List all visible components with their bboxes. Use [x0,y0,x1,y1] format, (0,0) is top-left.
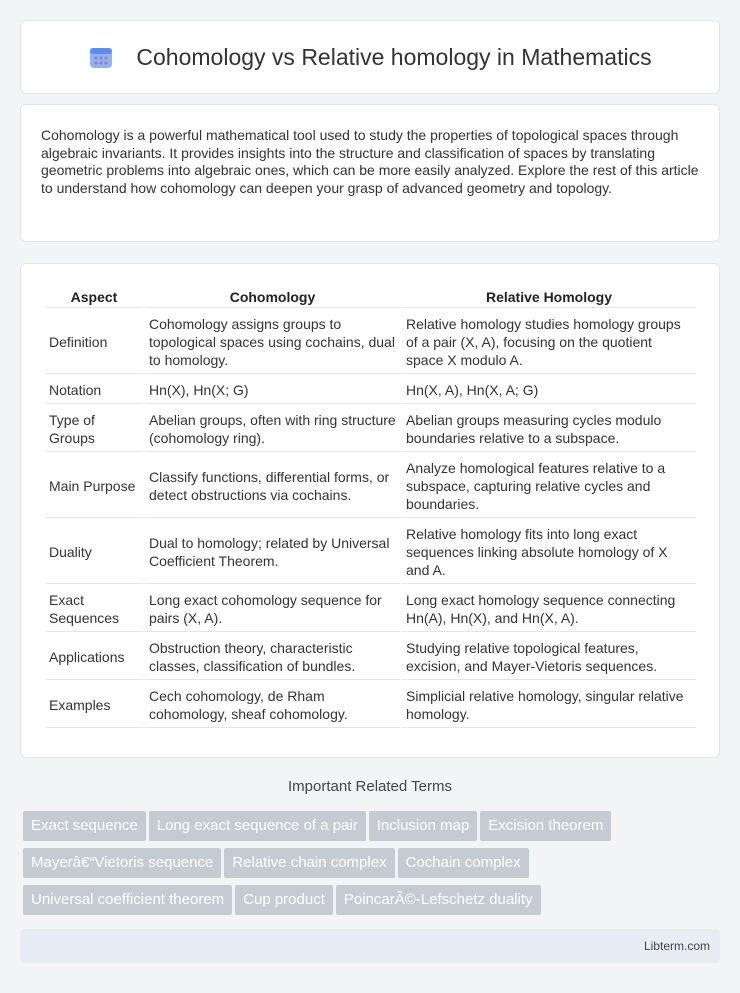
related-term-tag[interactable]: Cochain complex [398,848,529,878]
cell-relative: Simplicial relative homology, singular relative homology. [402,682,696,728]
cell-cohomology: Cohomology assigns groups to topological spaces using cochains, dual to homology. [145,310,400,374]
cell-relative: Relative homology fits into long exact sequences linking absolute homology of X and A. [402,520,696,584]
table-row [45,454,696,518]
related-term-tag[interactable]: Exact sequence [23,811,146,841]
related-term-tag[interactable]: PoincarÃ©-Lefschetz duality [336,885,541,915]
table-row [45,520,696,584]
cell-cohomology: Abelian groups, often with ring structure (cohomology ring). [145,406,400,452]
table-header-row [45,286,696,308]
cell-relative: Analyze homological features relative to a subspace, capturing relative cycles and boundaries. [402,454,696,518]
comparison-card [20,263,720,758]
related-terms-title: Important Related Terms [288,778,452,795]
related-term-tag[interactable]: Inclusion map [369,811,478,841]
cell-aspect: Type of Groups [45,406,143,452]
intro-card [20,104,720,242]
intro-text: Cohomology is a powerful mathematical tool used to study the properties of topological spaces through algebraic invariants. It provides insights into the structure and classification of spaces by translating geometric problems into algebraic ones, which can be more easily analyzed. Explore the rest of this article to understand how cohomology can deepen your grasp of advanced geometry and topology. [41,127,699,196]
cell-relative: Relative homology studies homology groups of a pair (X, A), focusing on the quotient space X modulo A. [402,310,696,374]
related-term-tag[interactable]: Mayerâ€“Vietoris sequence [23,848,221,878]
cell-cohomology: Obstruction theory, characteristic classes, classification of bundles. [145,634,400,680]
related-term-tag[interactable]: Cup product [235,885,333,915]
related-term-tag[interactable]: Excision theorem [480,811,611,841]
cell-cohomology: Long exact cohomology sequence for pairs (X, A). [145,586,400,632]
related-term-tag[interactable]: Long exact sequence of a pair [149,811,366,841]
cell-aspect: Applications [45,634,143,680]
page-title: Cohomology vs Relative homology in Mathematics [136,43,652,70]
cell-relative: Studying relative topological features, excision, and Mayer-Vietoris sequences. [402,634,696,680]
cell-aspect: Main Purpose [45,454,143,518]
table-row [45,310,696,374]
cell-cohomology: Dual to homology; related by Universal Coefficient Theorem. [145,520,400,584]
title-card [20,20,720,94]
table-row [45,406,696,452]
related-terms-list [23,811,723,922]
comparison-table [43,284,698,730]
header-cohomology: Cohomology [145,286,400,308]
table-row [45,586,696,632]
cell-aspect: Definition [45,310,143,374]
table-row [45,682,696,728]
cell-aspect: Duality [45,520,143,584]
related-term-tag[interactable]: Relative chain complex [224,848,394,878]
cell-cohomology: Hn(X), Hn(X; G) [145,376,400,404]
cell-relative: Abelian groups measuring cycles modulo boundaries relative to a subspace. [402,406,696,452]
footer [20,929,720,963]
calendar-icon [88,44,114,70]
cell-cohomology: Cech cohomology, de Rham cohomology, sheaf cohomology. [145,682,400,728]
table-row [45,634,696,680]
cell-relative: Hn(X, A), Hn(X, A; G) [402,376,696,404]
header-relative-homology: Relative Homology [402,286,696,308]
cell-aspect: Notation [45,376,143,404]
table-row [45,376,696,404]
cell-relative: Long exact homology sequence connecting Hn(A), Hn(X), and Hn(X, A). [402,586,696,632]
cell-cohomology: Classify functions, differential forms, or detect obstructions via cochains. [145,454,400,518]
cell-aspect: Exact Sequences [45,586,143,632]
cell-aspect: Examples [45,682,143,728]
related-term-tag[interactable]: Universal coefficient theorem [23,885,232,915]
header-aspect: Aspect [45,286,143,308]
footer-site-link[interactable]: Libterm.com [643,939,710,953]
